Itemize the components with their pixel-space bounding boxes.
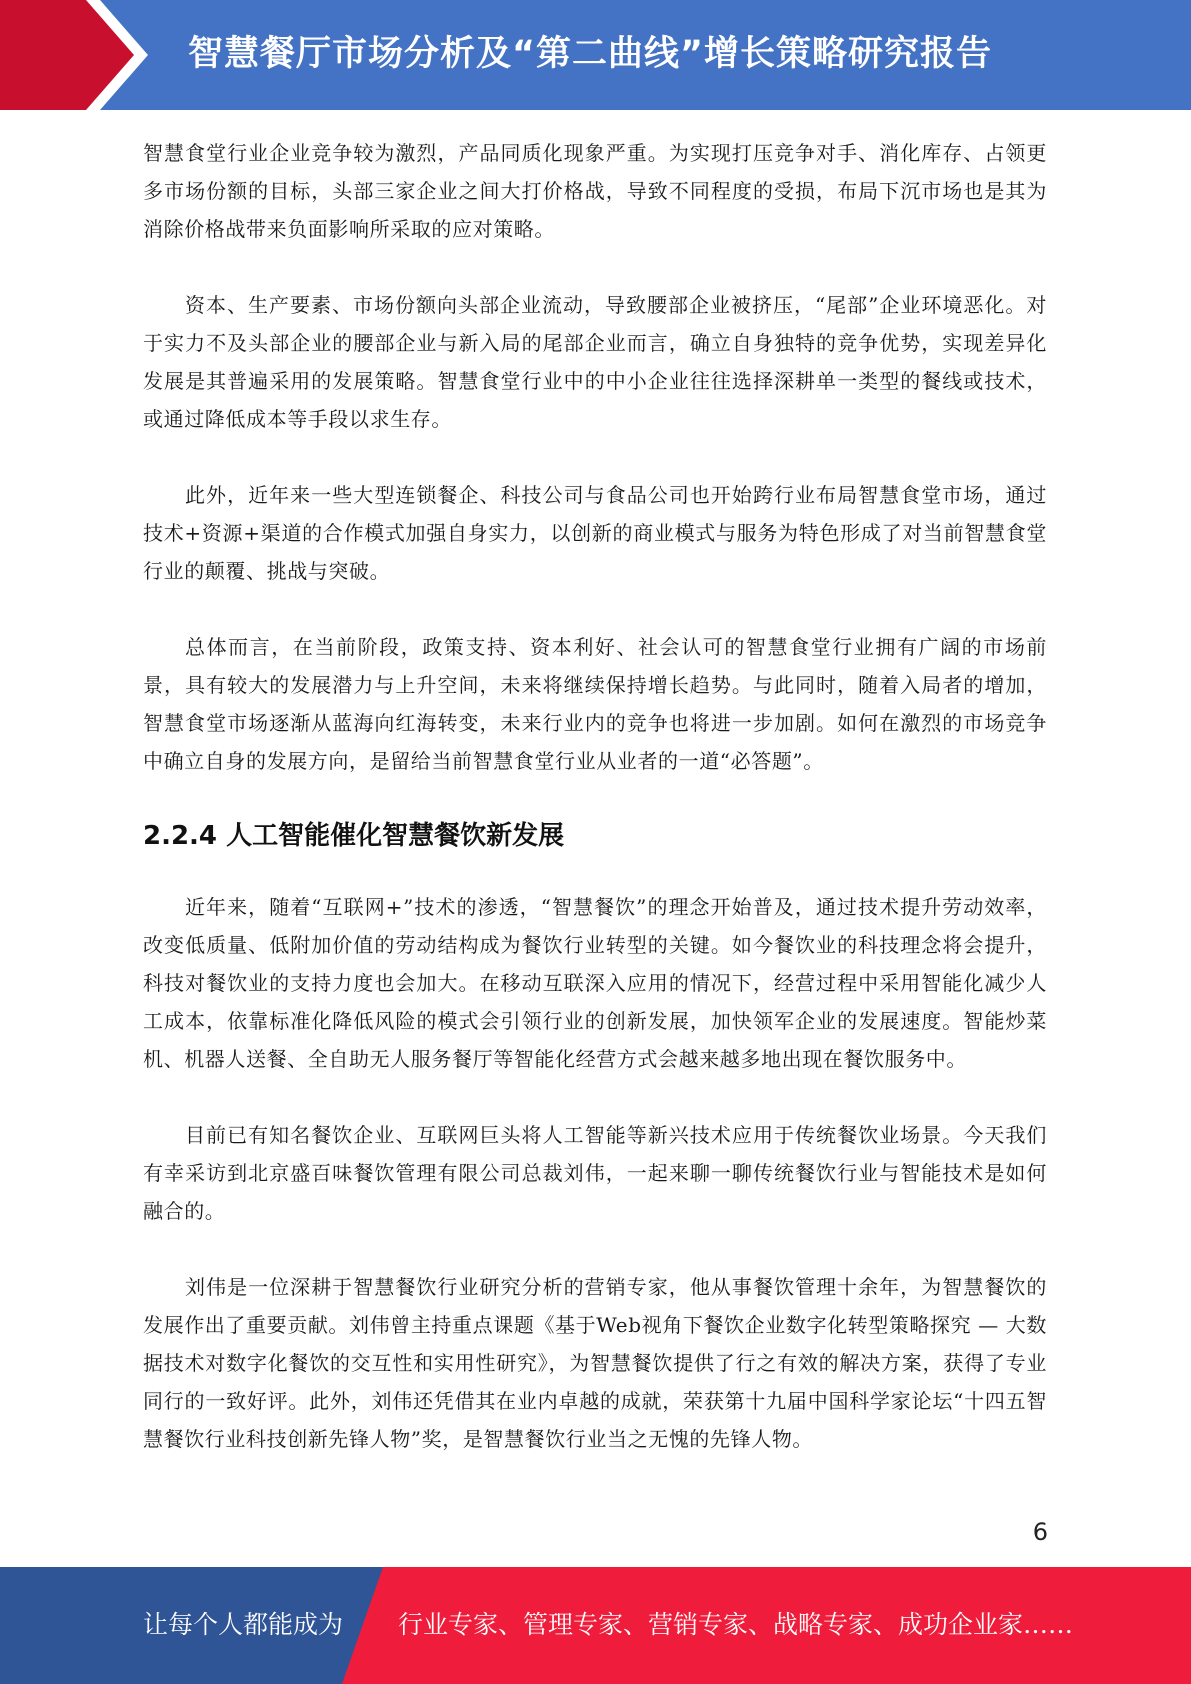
paragraph-7: 刘伟是一位深耕于智慧餐饮行业研究分析的营销专家，他从事餐饮管理十余年，为智慧餐饮的发展作出了重要贡献。刘伟曾主持重点课题《基于Web视角下餐饮企业数字化转型策略探究 — 大数据技术对数字化餐饮的交互性和实用性研究》，为智慧餐饮提供了行之有效的解决方案，获得了专业同行的一致好评。此外，刘伟还凭借其在业内卓越的成就，荣获第十九届中国科学家论坛“十四五智慧餐饮行业科技创新先锋人物”奖，是智慧餐饮行业当之无愧的先锋人物。 xyxy=(143,1275,1047,1451)
report-title: 智慧餐厅市场分析及“第二曲线”增长策略研究报告 xyxy=(188,34,993,74)
paragraph-5: 近年来，随着“互联网+”技术的渗透，“智慧餐饮”的理念开始普及，通过技术提升劳动效率，改变低质量、低附加价值的劳动结构成为餐饮行业转型的关键。如今餐饮业的科技理念将会提升，科技对餐饮业的支持力度也会加大。在移动互联深入应用的情况下，经营过程中采用智能化减少人工成本，依靠标准化降低风险的模式会引领行业的创新发展，加快领军企业的发展速度。智能炒菜机、机器人送餐、全自助无人服务餐厅等智能化经营方式会越来越多地出现在餐饮服务中。 xyxy=(143,895,1047,1071)
main-content xyxy=(143,134,1047,1458)
paragraph-4: 总体而言，在当前阶段，政策支持、资本利好、社会认可的智慧食堂行业拥有广阔的市场前景，具有较大的发展潜力与上升空间，未来将继续保持增长趋势。与此同时，随着入局者的增加，智慧食堂市场逐渐从蓝海向红海转变，未来行业内的竞争也将进一步加剧。如何在激烈的市场竞争中确立自身的发展方向，是留给当前智慧食堂行业从业者的一道“必答题”。 xyxy=(143,635,1047,773)
page-number: 6 xyxy=(1032,1518,1048,1546)
section-heading: 2.2.4 人工智能催化智慧餐饮新发展 xyxy=(143,821,565,851)
paragraph-1: 智慧食堂行业企业竞争较为激烈，产品同质化现象严重。为实现打压竞争对手、消化库存、占领更多市场份额的目标，头部三家企业之间大打价格战，导致不同程度的受损，布局下沉市场也是其为消除价格战带来负面影响所采取的应对策略。 xyxy=(143,141,1047,241)
footer-slogan-right: 行业专家、管理专家、营销专家、战略专家、成功企业家…… xyxy=(398,1610,1074,1639)
footer-banner xyxy=(0,1567,1191,1684)
paragraph-3: 此外，近年来一些大型连锁餐企、科技公司与食品公司也开始跨行业布局智慧食堂市场，通过技术+资源+渠道的合作模式加强自身实力，以创新的商业模式与服务为特色形成了对当前智慧食堂行业的颠覆、挑战与突破。 xyxy=(143,483,1047,583)
paragraph-2: 资本、生产要素、市场份额向头部企业流动，导致腰部企业被挤压，“尾部”企业环境恶化。对于实力不及头部企业的腰部企业与新入局的尾部企业而言，确立自身独特的竞争优势，实现差异化发展是其普遍采用的发展策略。智慧食堂行业中的中小企业往往选择深耕单一类型的餐线或技术，或通过降低成本等手段以求生存。 xyxy=(143,293,1047,431)
footer-slogan-left: 让每个人都能成为 xyxy=(143,1610,344,1639)
header-banner xyxy=(0,0,1191,110)
paragraph-6: 目前已有知名餐饮企业、互联网巨头将人工智能等新兴技术应用于传统餐饮业场景。今天我们有幸采访到北京盛百味餐饮管理有限公司总裁刘伟，一起来聊一聊传统餐饮行业与智能技术是如何融合的。 xyxy=(143,1123,1047,1223)
